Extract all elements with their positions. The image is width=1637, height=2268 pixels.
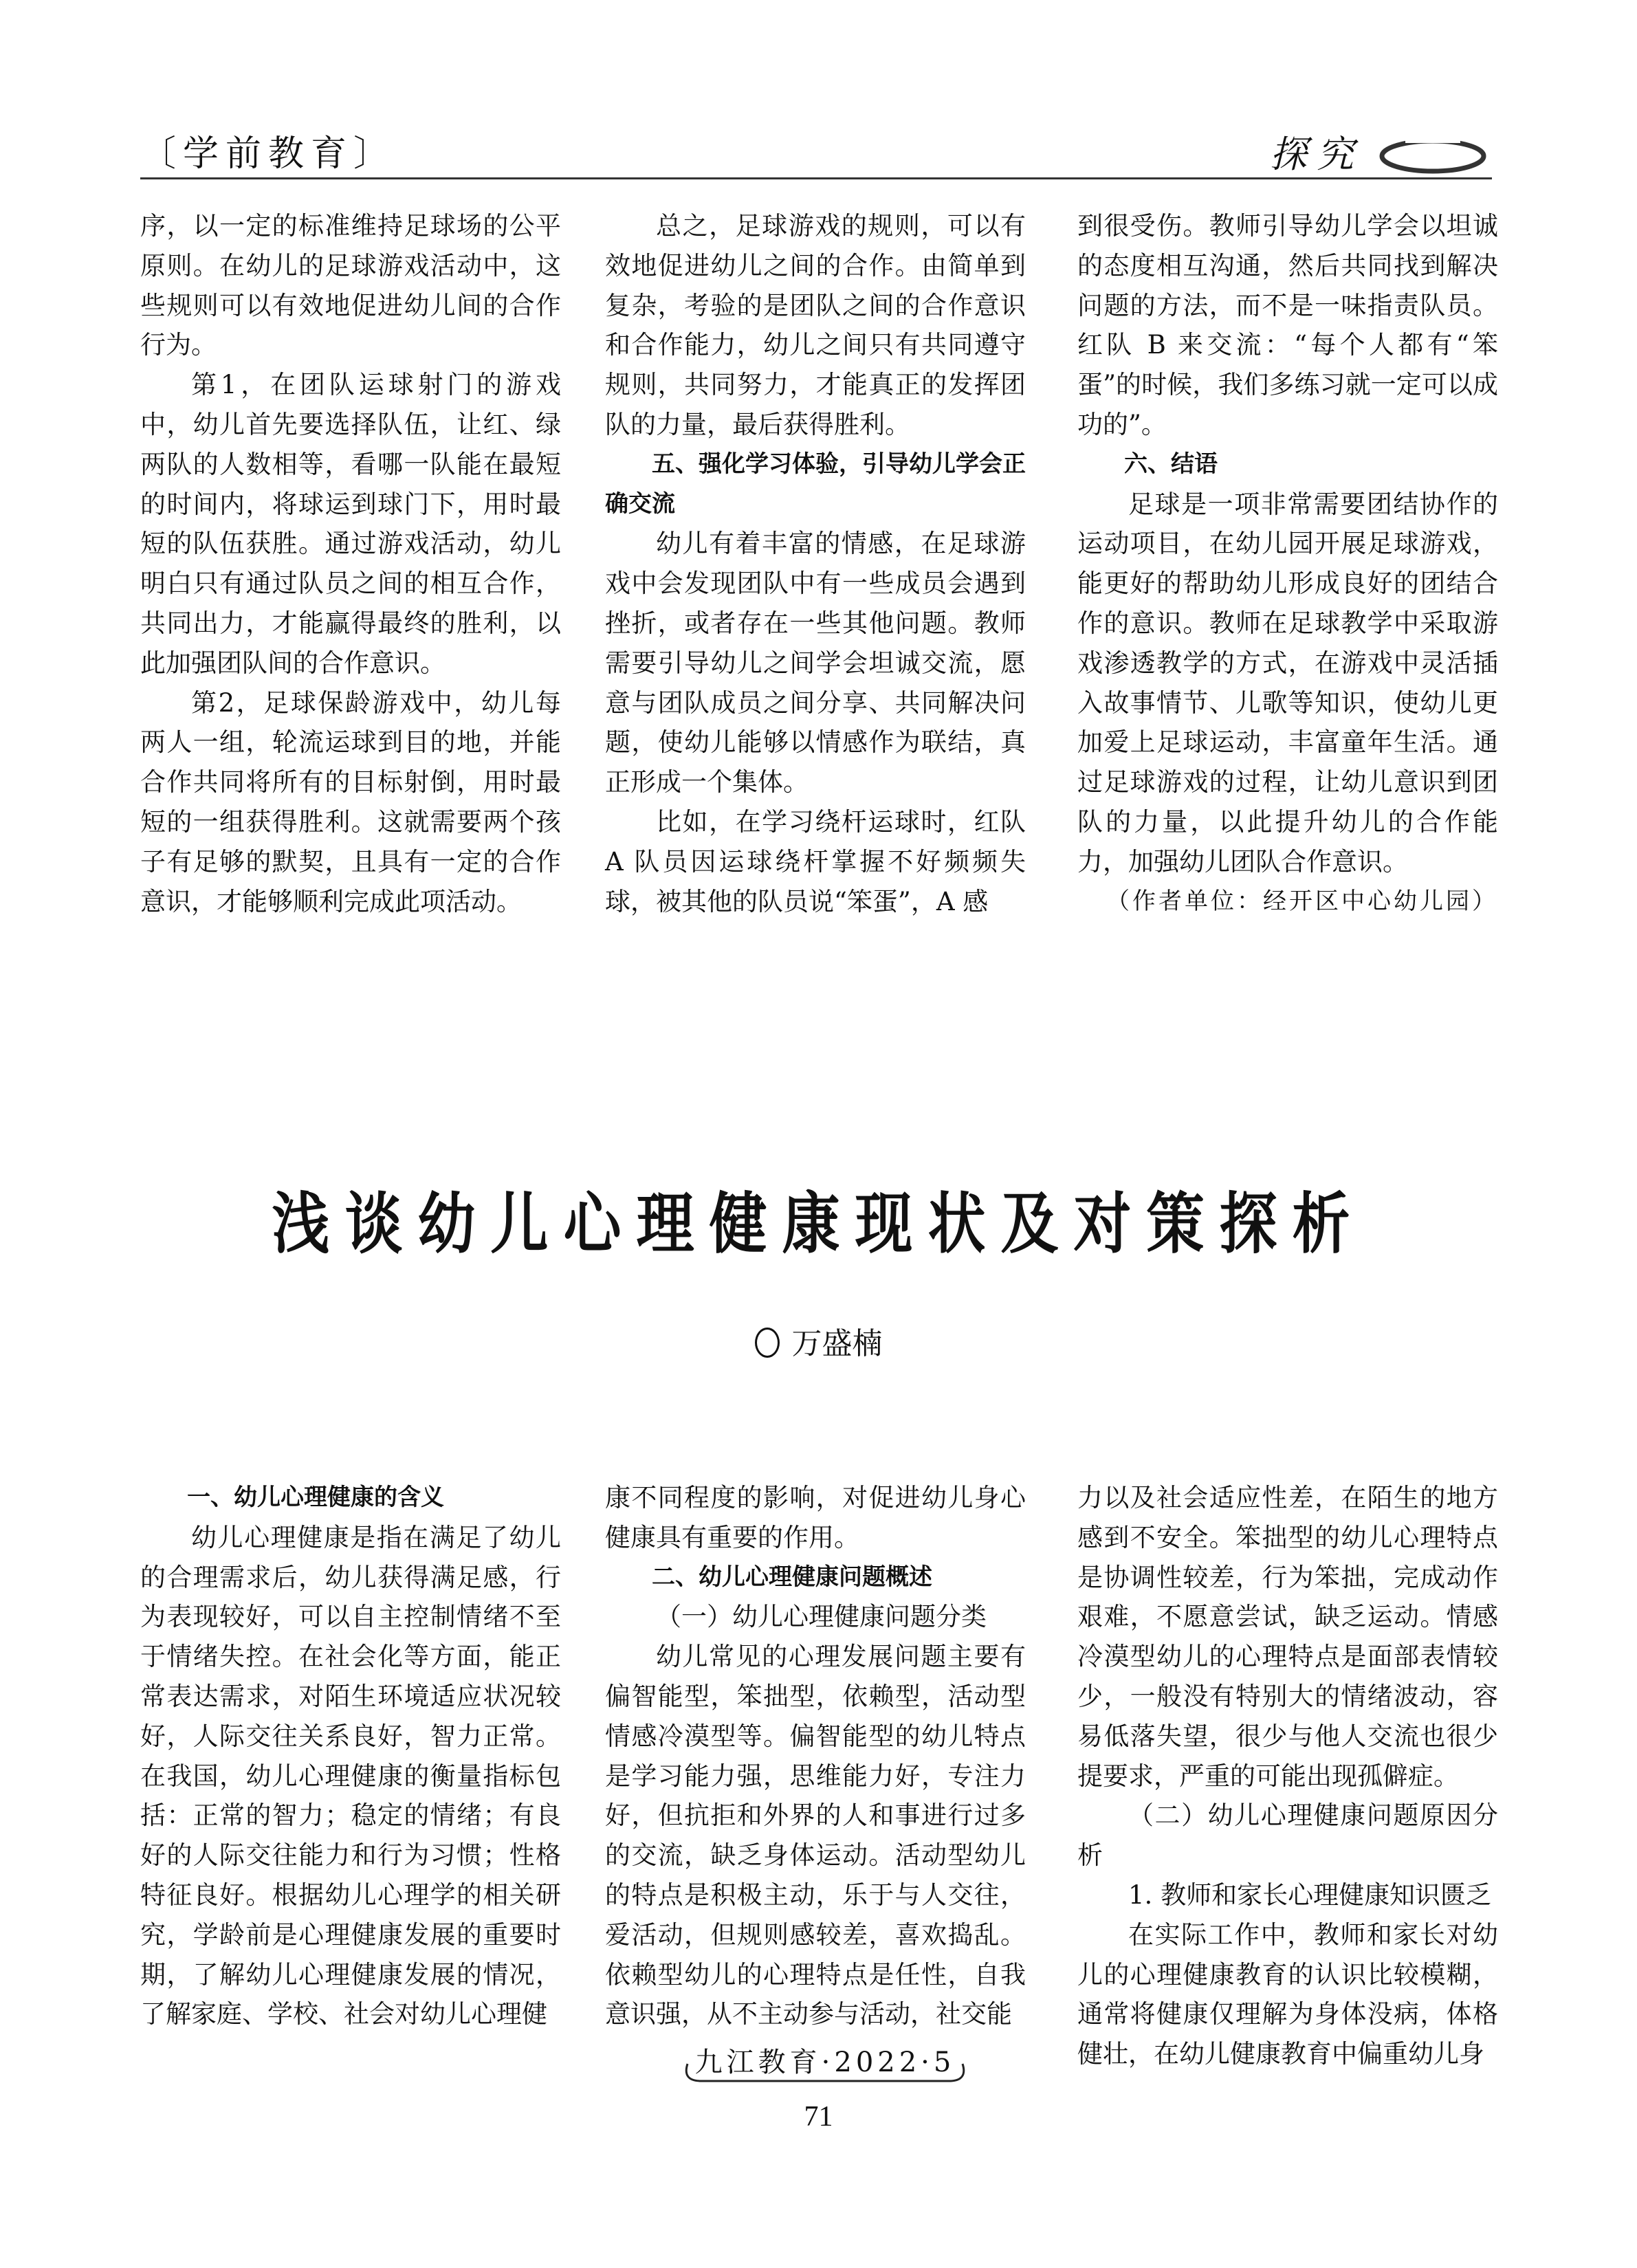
article-column-3 bbox=[1077, 1478, 1498, 2074]
paragraph: 到很受伤。教师引导幼儿学会以坦诚的态度相互沟通，然后共同找到解决问题的方法，而不是一味指责队员。红队 B 来交流：“每个人都有“笨蛋”的时候，我们多练习就一定可以成功的”。 bbox=[1077, 211, 1498, 439]
section-heading: 五、强化学习体验，引导幼儿学会正确交流 bbox=[605, 450, 1026, 518]
section-heading: 一、幼儿心理健康的含义 bbox=[187, 1484, 444, 1511]
author-name: 万盛楠 bbox=[791, 1326, 883, 1361]
article-author bbox=[0, 1319, 1637, 1363]
article-column-2 bbox=[605, 1478, 1026, 2034]
section-heading: 二、幼儿心理健康问题概述 bbox=[652, 1563, 932, 1591]
running-header bbox=[140, 132, 1507, 179]
page-number: 71 bbox=[804, 2101, 833, 2133]
paragraph: 幼儿心理健康是指在满足了幼儿的合理需求后，幼儿获得满足感，行为表现较好，可以自主控制情绪不至于情绪失控。在社会化等方面，能正常表达需求，对陌生环境适应状况较好，人际交往关系良好，智力正常。在我国，幼儿心理健康的衡量指标包括：正常的智力；稳定的情绪；有良好的人际交往能力和行为习惯；性格特征良好。根据幼儿心理学的相关研究，学龄前是心理健康发展的重要时期，了解幼儿心理健康发展的情况，了解家庭、学校、社会对幼儿心理健 bbox=[140, 1522, 561, 2029]
subsection-heading: （一）幼儿心理健康问题分类 bbox=[656, 1602, 987, 1632]
paragraph: 力以及社会适应性差，在陌生的地方感到不安全。笨拙型的幼儿心理特点是协调性较差，行为笨拙，完成动作艰难，不愿意尝试，缺乏运动。情感冷漠型幼儿的心理特点是面部表情较少，一般没有特别大的情绪波动，容易低落失望，很少与他人交流也很少提要求，严重的可能出现孤僻症。 bbox=[1077, 1483, 1498, 1791]
header-rule bbox=[140, 177, 1492, 179]
paragraph: 幼儿常见的心理发展问题主要有偏智能型，笨拙型，依赖型，活动型情感冷漠型等。偏智能型的幼儿特点是学习能力强，思维能力好，专注力好，但抗拒和外界的人和事进行过多的交流，缺乏身体运动。活动型幼儿的特点是积极主动，乐于与人交往，爱活动，但规则感较差，喜欢捣乱。依赖型幼儿的心理特点是任性，自我意识强，从不主动参与活动，社交能 bbox=[605, 1642, 1026, 2029]
paragraph: 足球是一项非常需要团结协作的运动项目，在幼儿园开展足球游戏，能更好的帮助幼儿形成良好的团结合作的意识。教师在足球教学中采取游戏渗透教学的方式，在游戏中灵活插入故事情节、儿歌等知识，使幼儿更加爱上足球运动，丰富童年生活。通过足球游戏的过程，让幼儿意识到团队的力量，以此提升幼儿的合作能力，加强幼儿团队合作意识。 bbox=[1077, 489, 1498, 877]
paragraph: 总之，足球游戏的规则，可以有效地促进幼儿之间的合作。由简单到复杂，考验的是团队之间的合作意识和合作能力，幼儿之间只有共同遵守规则，共同努力，才能真正的发挥团队的力量，最后获得胜利。 bbox=[605, 211, 1026, 439]
subsection-heading: （二）幼儿心理健康问题原因分析 bbox=[1077, 1801, 1498, 1871]
ellipse-ring-icon bbox=[1378, 137, 1488, 175]
column-tag: 探究 bbox=[1270, 133, 1363, 176]
subsection-heading: 1. 教师和家长心理健康知识匮乏 bbox=[1128, 1880, 1492, 1910]
section-tag: 〔学前教育〕 bbox=[140, 133, 397, 175]
article-column-1 bbox=[140, 1478, 561, 2034]
article-title: 浅谈幼儿心理健康现状及对策探析 bbox=[272, 1185, 1365, 1263]
paragraph: 康不同程度的影响，对促进幼儿身心健康具有重要的作用。 bbox=[605, 1483, 1026, 1552]
paragraph: 幼儿有着丰富的情感，在足球游戏中会发现团队中有一些成员会遇到挫折，或者存在一些其他问题。教师需要引导幼儿之间学会坦诚交流，愿意与团队成员之间分享、共同解决问题，使幼儿能够以情感作为联结，真正形成一个集体。 bbox=[605, 529, 1026, 797]
paragraph: 在实际工作中，教师和家长对幼儿的心理健康教育的认识比较模糊，通常将健康仅理解为身体没病，体格健壮，在幼儿健康教育中偏重幼儿身 bbox=[1077, 1919, 1498, 2069]
author-affiliation: （作者单位：经开区中心幼儿园） bbox=[1106, 887, 1498, 915]
journal-footer bbox=[681, 2045, 969, 2083]
paragraph: 第2，足球保龄游戏中，幼儿每两人一组，轮流运球到目的地，并能合作共同将所有的目标射倒，用时最短的一组获得胜利。这就需要两个孩子有足够的默契，且具有一定的合作意识，才能够顺利完成此项活动。 bbox=[140, 687, 561, 916]
section-heading: 六、结语 bbox=[1124, 450, 1218, 478]
circle-bullet-icon bbox=[755, 1328, 780, 1358]
paragraph: 序，以一定的标准维持足球场的公平原则。在幼儿的足球游戏活动中，这些规则可以有效地促进幼儿间的合作行为。 bbox=[140, 211, 561, 360]
prev-article-column-1 bbox=[140, 206, 561, 921]
prev-article-column-3 bbox=[1077, 206, 1498, 921]
journal-issue: 九江教育·2022·5 bbox=[694, 2047, 956, 2078]
paragraph: 第1，在团队运球射门的游戏中，幼儿首先要选择队伍，让红、绿两队的人数相等，看哪一队能在最短的时间内，将球运到球门下，用时最短的队伍获胜。通过游戏活动，幼儿明白只有通过队员之间的相互合作，共同出力，才能赢得最终的胜利，以此加强团队间的合作意识。 bbox=[140, 370, 561, 678]
prev-article-column-2 bbox=[605, 206, 1026, 921]
paragraph: 比如，在学习绕杆运球时，红队 A 队员因运球绕杆掌握不好频频失球，被其他的队员说“笨蛋”，A 感 bbox=[605, 806, 1026, 916]
footer-bracket-icon bbox=[681, 2060, 969, 2088]
